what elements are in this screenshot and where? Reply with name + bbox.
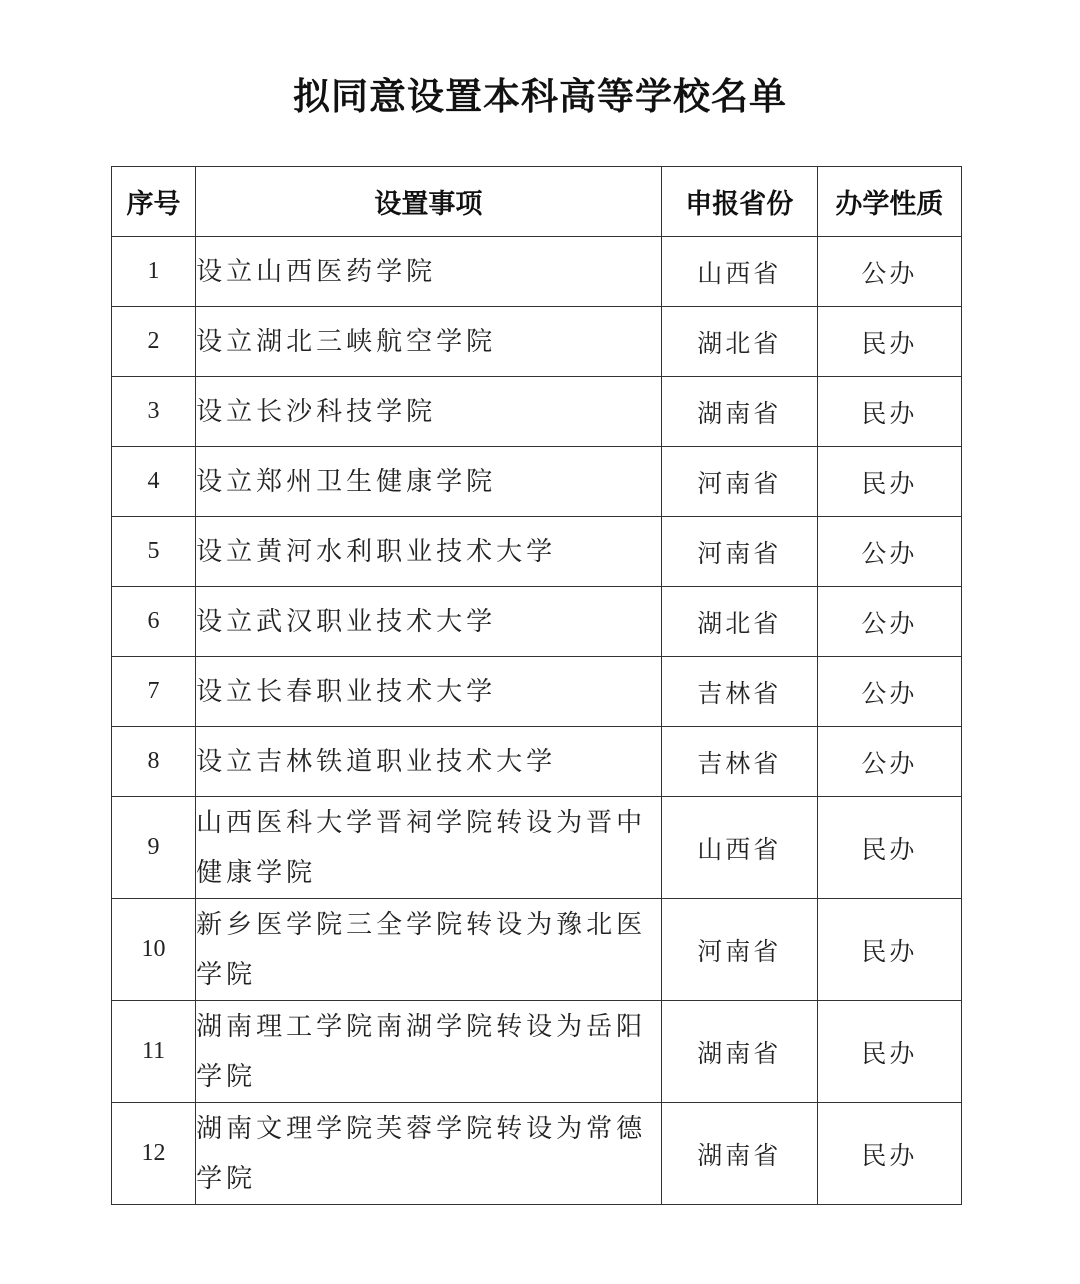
table-row — [112, 797, 962, 899]
row-province: 吉林省 — [661, 657, 817, 727]
row-province: 湖南省 — [661, 1103, 817, 1205]
table-row — [112, 657, 962, 727]
page-title: 拟同意设置本科高等学校名单 — [293, 75, 787, 118]
row-num: 5 — [112, 517, 196, 587]
header-num: 序号 — [112, 167, 196, 237]
row-item: 设立长沙科技学院 — [196, 377, 662, 447]
table-row — [112, 447, 962, 517]
row-nature: 民办 — [817, 377, 961, 447]
row-nature: 公办 — [817, 587, 961, 657]
row-nature: 公办 — [817, 657, 961, 727]
row-nature: 公办 — [817, 727, 961, 797]
row-nature: 民办 — [817, 797, 961, 899]
row-num: 10 — [112, 899, 196, 1001]
row-num: 6 — [112, 587, 196, 657]
row-nature: 公办 — [817, 237, 961, 307]
row-item: 设立黄河水利职业技术大学 — [196, 517, 662, 587]
row-num: 4 — [112, 447, 196, 517]
table-row — [112, 1103, 962, 1205]
table-row — [112, 1001, 962, 1103]
table-row — [112, 307, 962, 377]
row-num: 11 — [112, 1001, 196, 1103]
header-province: 申报省份 — [661, 167, 817, 237]
row-nature: 民办 — [817, 307, 961, 377]
header-nature: 办学性质 — [817, 167, 961, 237]
header-item: 设置事项 — [196, 167, 662, 237]
row-nature: 民办 — [817, 1001, 961, 1103]
table-row — [112, 727, 962, 797]
row-province: 吉林省 — [661, 727, 817, 797]
row-item: 设立湖北三峡航空学院 — [196, 307, 662, 377]
table-header-row — [112, 167, 962, 237]
row-num: 2 — [112, 307, 196, 377]
row-item: 新乡医学院三全学院转设为豫北医学院 — [196, 899, 662, 1001]
row-num: 1 — [112, 237, 196, 307]
row-province: 湖南省 — [661, 1001, 817, 1103]
row-province: 河南省 — [661, 517, 817, 587]
row-num: 7 — [112, 657, 196, 727]
row-num: 3 — [112, 377, 196, 447]
row-item: 设立山西医药学院 — [196, 237, 662, 307]
row-item: 设立长春职业技术大学 — [196, 657, 662, 727]
row-item: 湖南理工学院南湖学院转设为岳阳学院 — [196, 1001, 662, 1103]
row-item: 湖南文理学院芙蓉学院转设为常德学院 — [196, 1103, 662, 1205]
row-nature: 民办 — [817, 899, 961, 1001]
table-row — [112, 587, 962, 657]
row-num: 8 — [112, 727, 196, 797]
row-item: 设立郑州卫生健康学院 — [196, 447, 662, 517]
row-province: 山西省 — [661, 797, 817, 899]
row-province: 湖南省 — [661, 377, 817, 447]
row-item: 山西医科大学晋祠学院转设为晋中健康学院 — [196, 797, 662, 899]
row-province: 河南省 — [661, 899, 817, 1001]
table-row — [112, 899, 962, 1001]
row-province: 河南省 — [661, 447, 817, 517]
table-row — [112, 517, 962, 587]
row-item: 设立武汉职业技术大学 — [196, 587, 662, 657]
row-num: 9 — [112, 797, 196, 899]
row-item: 设立吉林铁道职业技术大学 — [196, 727, 662, 797]
table-row — [112, 237, 962, 307]
row-num: 12 — [112, 1103, 196, 1205]
row-province: 湖北省 — [661, 307, 817, 377]
row-nature: 民办 — [817, 1103, 961, 1205]
row-province: 山西省 — [661, 237, 817, 307]
row-nature: 公办 — [817, 517, 961, 587]
school-list-table — [111, 166, 962, 1205]
row-nature: 民办 — [817, 447, 961, 517]
table-row — [112, 377, 962, 447]
row-province: 湖北省 — [661, 587, 817, 657]
